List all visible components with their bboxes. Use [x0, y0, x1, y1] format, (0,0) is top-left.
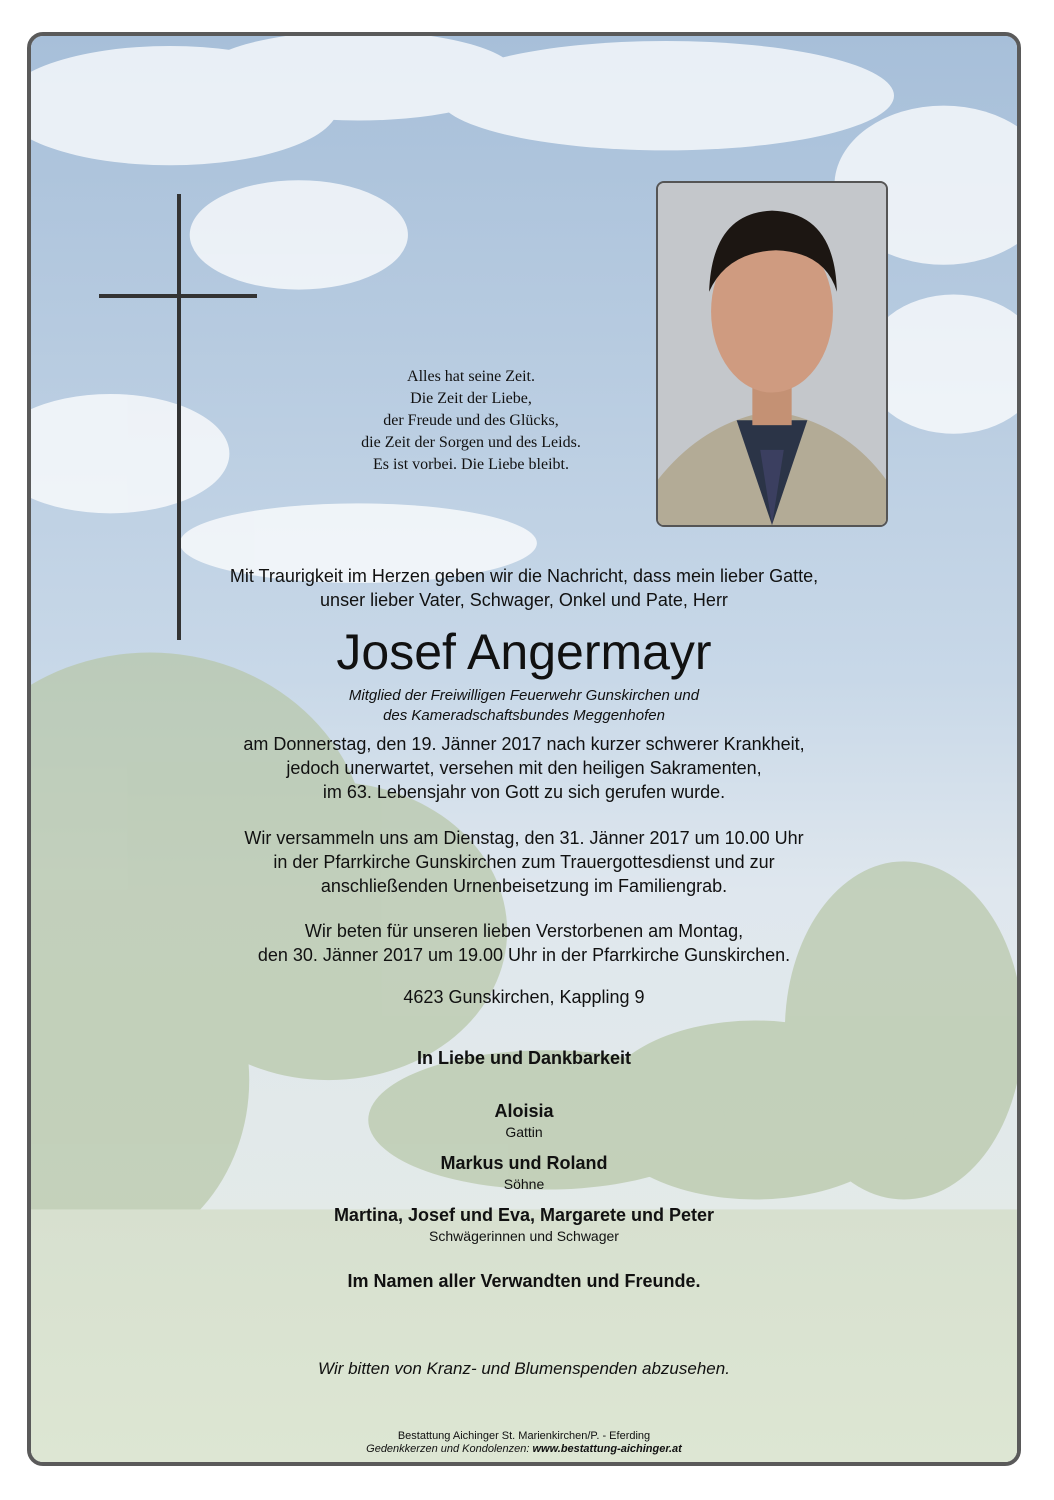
funeral-line: anschließenden Urnenbeisetzung im Familiengrab.	[320, 876, 728, 896]
prayer-info	[31, 919, 1017, 967]
intro-text	[31, 564, 1017, 612]
family-member-role: Gattin	[505, 1124, 543, 1140]
death-notice-line: am Donnerstag, den 19. Jänner 2017 nach kurzer schwerer Krankheit,	[243, 734, 805, 754]
family-member-role: Söhne	[503, 1176, 545, 1192]
family-member-name: Markus und Roland	[440, 1153, 608, 1173]
poem-line: Die Zeit der Liebe,	[410, 390, 532, 407]
prayer-line: den 30. Jänner 2017 um 19.00 Uhr in der Pfarrkirche Gunskirchen.	[257, 945, 791, 965]
poem-line: der Freude und des Glücks,	[383, 412, 559, 429]
footer-condolence-label: Gedenkkerzen und Kondolenzen:	[366, 1443, 530, 1455]
intro-line: unser lieber Vater, Schwager, Onkel und Pate, Herr	[320, 590, 728, 610]
donation-request: Wir bitten von Kranz- und Blumenspenden abzusehen.	[318, 1359, 730, 1378]
deceased-name: Josef Angermayr	[336, 624, 712, 680]
poem	[311, 366, 631, 476]
address: 4623 Gunskirchen, Kappling 9	[403, 987, 645, 1007]
footer-website-link[interactable]: www.bestattung-aichinger.at	[532, 1443, 682, 1455]
mourners-closing: Im Namen aller Verwandten und Freunde.	[347, 1271, 701, 1291]
funeral-line: Wir versammeln uns am Dienstag, den 31. Jänner 2017 um 10.00 Uhr	[244, 828, 804, 848]
family-member-role: Schwägerinnen und Schwager	[429, 1228, 619, 1244]
funeral-line: in der Pfarrkirche Gunskirchen zum Trauergottesdienst und zur	[273, 852, 775, 872]
family-member-name: Aloisia	[494, 1101, 554, 1121]
death-notice-line: im 63. Lebensjahr von Gott zu sich gerufen wurde.	[322, 782, 726, 802]
membership-line: des Kameradschaftsbundes Meggenhofen	[383, 707, 665, 724]
portrait-photo	[656, 181, 888, 527]
poem-line: Es ist vorbei. Die Liebe bleibt.	[373, 456, 569, 473]
obituary-card	[27, 32, 1021, 1466]
death-notice	[31, 732, 1017, 804]
poem-line: Alles hat seine Zeit.	[407, 368, 535, 385]
funeral-info	[31, 826, 1017, 898]
cross-icon-bar	[99, 294, 257, 298]
intro-line: Mit Traurigkeit im Herzen geben wir die Nachricht, dass mein lieber Gatte,	[229, 566, 819, 586]
membership-line: Mitglied der Freiwilligen Feuerwehr Gunskirchen und	[348, 687, 700, 704]
death-notice-line: jedoch unerwartet, versehen mit den heiligen Sakramenten,	[286, 758, 762, 778]
poem-line: die Zeit der Sorgen und des Leids.	[361, 434, 581, 451]
footer-company: Bestattung Aichinger St. Marienkirchen/P. - Eferding	[397, 1430, 651, 1442]
family-member-name: Martina, Josef und Eva, Margarete und Peter	[333, 1205, 715, 1225]
membership-text	[31, 686, 1017, 726]
prayer-line: Wir beten für unseren lieben Verstorbenen am Montag,	[304, 921, 744, 941]
mourners-heading: In Liebe und Dankbarkeit	[416, 1048, 632, 1068]
footer-condolences	[31, 1442, 1017, 1456]
